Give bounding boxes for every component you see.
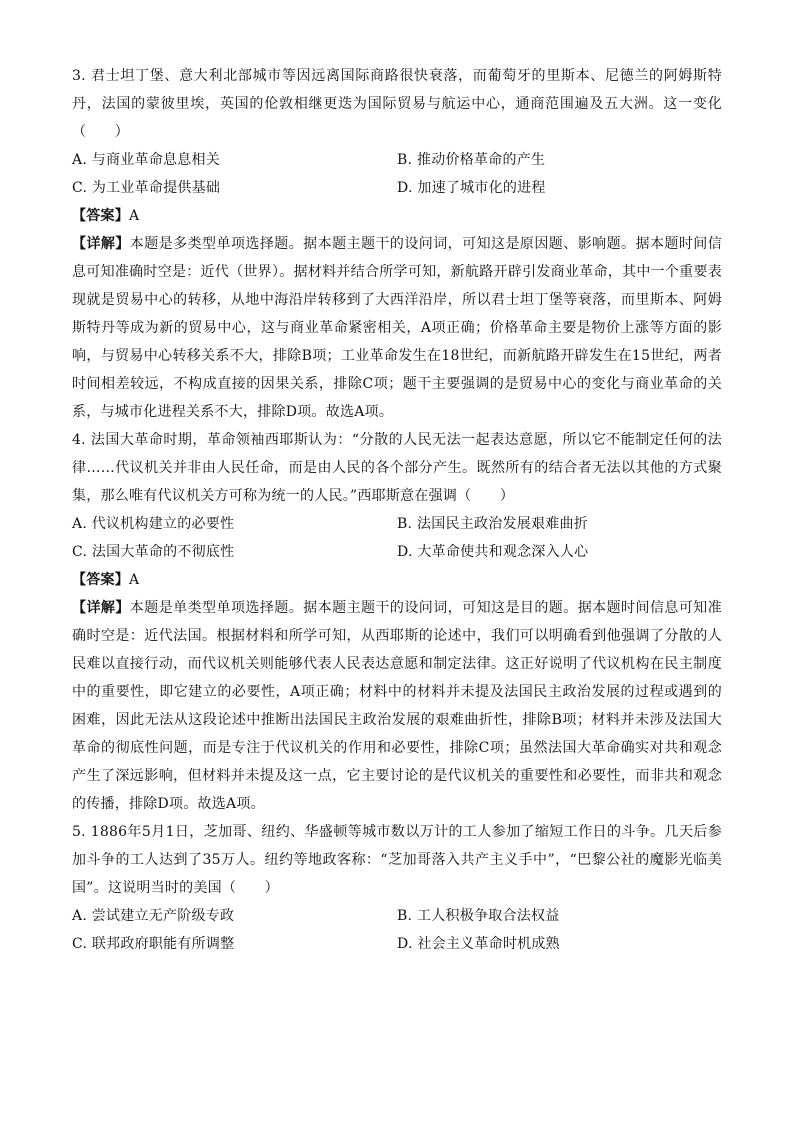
option-a: A. 尝试建立无产阶级专政 — [72, 908, 235, 924]
option-a: A. 代议机构建立的必要性 — [72, 516, 235, 532]
explain-tag: 【详解】 — [72, 600, 130, 616]
option-b: B. 工人积极争取合法权益 — [397, 908, 560, 924]
option-list — [72, 510, 722, 566]
option-b: B. 法国民主政治发展艰难曲折 — [397, 516, 588, 532]
explanation — [72, 230, 722, 426]
question-stem: 5. 1886年5月1日，芝加哥、纽约、华盛顿等城市数以万计的工人参加了缩短工作日的斗争。几天后参加斗争的工人达到了35万人。纽约等地政客称：“芝加哥落入共产主义手中”，“巴黎公社的魔影光临美国”。这说明当时的美国（ ） — [72, 824, 722, 896]
option-b: B. 推动价格革命的产生 — [397, 152, 546, 168]
option-c: C. 法国大革命的不彻底性 — [72, 544, 235, 560]
answer-value: A — [129, 572, 140, 588]
option-d: D. 社会主义革命时机成熟 — [397, 936, 560, 952]
question-stem: 3. 君士坦丁堡、意大利北部城市等因远离国际商路很快衰落，而葡萄牙的里斯本、尼德兰的阿姆斯特丹，法国的蒙彼里埃，英国的伦敦相继更迭为国际贸易与航运中心，通商范围遍及五大洲。这一变化（ ） — [72, 68, 722, 140]
explanation-text: 本题是多类型单项选择题。据本题主题干的设问词，可知这是原因题、影响题。据本题时间信息可知准确时空是：近代（世界）。据材料并结合所学可知，新航路开辟引发商业革命，其中一个重要表现就是贸易中心的转移，从地中海沿岸转移到了大西洋沿岸，所以君士坦丁堡等衰落，而里斯本、阿姆斯特丹等成为新的贸易中心，这与商业革命紧密相关，A项正确；价格革命主要是物价上涨等方面的影响，与贸易中心转移关系不大，排除B项；工业革命发生在18世纪，而新航路开辟发生在15世纪，两者时间相差较远，不构成直接的因果关系，排除C项；题干主要强调的是贸易中心的变化与商业革命的关系，与城市化进程关系不大，排除D项。故选A项。 — [72, 236, 722, 420]
option-list — [72, 902, 722, 958]
answer-value: A — [129, 208, 140, 224]
answer-tag: 【答案】 — [72, 572, 129, 588]
option-d: D. 加速了城市化的进程 — [397, 180, 546, 196]
option-list — [72, 146, 722, 202]
option-c: C. 为工业革命提供基础 — [72, 180, 221, 196]
option-c: C. 联邦政府职能有所调整 — [72, 936, 235, 952]
question-stem: 4. 法国大革命时期，革命领袖西耶斯认为：“分散的人民无法一起表达意愿，所以它不能制定任何的法律……代议机关并非由人民任命，而是由人民的各个部分产生。既然所有的结合者无法以其他的方式聚集，那么唯有代议机关方可称为统一的人民。”西耶斯意在强调（ ） — [72, 432, 722, 504]
explanation — [72, 594, 722, 818]
question-4 — [72, 426, 722, 818]
question-5 — [72, 818, 722, 958]
explanation-text: 本题是单类型单项选择题。据本题主题干的设问词，可知这是目的题。据本题时间信息可知准确时空是：近代法国。根据材料和所学可知，从西耶斯的论述中，我们可以明确看到他强调了分散的人民难以直接行动，而代议机关则能够代表人民表达意愿和制定法律。这正好说明了代议机构在民主制度中的重要性，即它建立的必要性，A项正确；材料中的材料并未提及法国民主政治发展的过程或遇到的困难，因此无法从这段论述中推断出法国民主政治发展的艰难曲折性，排除B项；材料并未涉及法国大革命的彻底性问题，而是专注于代议机关的作用和必要性，排除C项；虽然法国大革命确实对共和观念产生了深远影响，但材料并未提及这一点，它主要讨论的是代议机关的重要性和必要性，而非共和观念的传播，排除D项。故选A项。 — [72, 600, 722, 812]
question-3 — [72, 62, 722, 426]
explain-tag: 【详解】 — [72, 236, 130, 252]
option-d: D. 大革命使共和观念深入人心 — [397, 544, 589, 560]
answer-line — [72, 566, 722, 594]
answer-tag: 【答案】 — [72, 208, 129, 224]
option-a: A. 与商业革命息息相关 — [72, 152, 221, 168]
exam-page — [72, 62, 722, 958]
answer-line — [72, 202, 722, 230]
